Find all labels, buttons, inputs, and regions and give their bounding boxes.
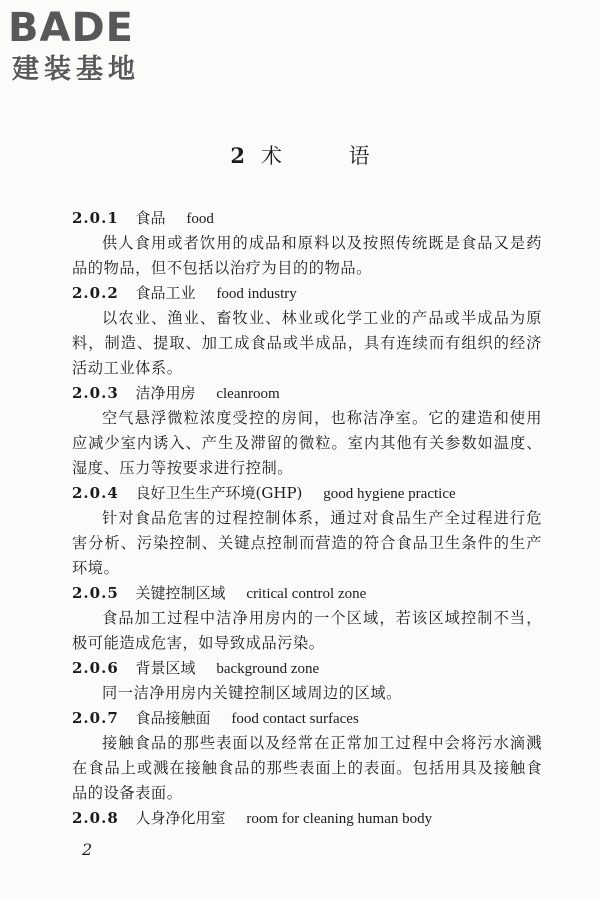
term-number: 2.0.6 [72, 659, 119, 677]
term-entry-2-0-4 [72, 481, 542, 581]
term-definition: 供人食用或者饮用的成品和原料以及按照传统既是食品又是药品的物品，但不包括以治疗为目的的物品。 [72, 234, 542, 277]
term-entry-2-0-1 [72, 206, 542, 281]
term-name-en: food contact surfaces [231, 711, 359, 727]
term-entry-2-0-5 [72, 581, 542, 656]
term-number: 2.0.2 [72, 284, 119, 302]
chapter-number: 2 [230, 143, 247, 168]
chapter-name: 术 语 [260, 144, 400, 168]
term-number: 2.0.5 [72, 584, 119, 602]
term-definition: 食品加工过程中洁净用房内的一个区域，若该区域控制不当，极可能造成危害，如导致成品污染。 [72, 609, 542, 652]
term-heading [72, 206, 542, 231]
term-definition: 针对食品危害的过程控制体系，通过对食品生产全过程进行危害分析、污染控制、关键点控制而营造的符合食品卫生条件的生产环境。 [72, 509, 542, 577]
term-heading [72, 656, 542, 681]
term-number: 2.0.7 [72, 709, 119, 727]
term-name-cn: 人身净化用室 [135, 809, 226, 827]
term-number: 2.0.1 [72, 209, 119, 227]
term-definition: 接触食品的那些表面以及经常在正常加工过程中会将污水滴溅在食品上或溅在接触食品的那些表面上的表面。包括用具及接触食品的设备表面。 [72, 734, 542, 802]
logo-text-en: BADE [8, 5, 134, 51]
term-number: 2.0.4 [72, 484, 119, 502]
chapter-title [0, 141, 600, 171]
logo-text-cn: 建装基地 [12, 54, 140, 85]
term-name-en: critical control zone [246, 586, 367, 602]
term-entry-2-0-2 [72, 281, 542, 381]
term-number: 2.0.8 [72, 809, 119, 827]
term-entry-2-0-8 [72, 806, 542, 831]
terms-list [72, 206, 542, 831]
term-heading [72, 281, 542, 306]
term-name-cn: 洁净用房 [135, 384, 196, 402]
term-name-en: food [186, 211, 214, 227]
term-name-cn: 关键控制区域 [135, 584, 226, 602]
term-entry-2-0-6 [72, 656, 542, 706]
term-name-cn: 背景区域 [135, 659, 196, 677]
term-entry-2-0-7 [72, 706, 542, 806]
term-heading [72, 806, 542, 831]
term-name-cn: 食品接触面 [135, 709, 211, 727]
term-name-en: room for cleaning human body [246, 811, 433, 827]
term-heading [72, 706, 542, 731]
page-number: 2 [82, 840, 93, 859]
term-name-en: background zone [216, 661, 320, 677]
term-name-cn: 良好卫生生产环境(GHP) [135, 484, 303, 502]
logo [8, 6, 178, 88]
term-definition: 同一洁净用房内关键控制区域周边的区域。 [102, 684, 402, 702]
term-name-en: food industry [216, 286, 297, 302]
term-number: 2.0.3 [72, 384, 119, 402]
term-heading [72, 381, 542, 406]
term-entry-2-0-3 [72, 381, 542, 481]
term-name-en: cleanroom [216, 386, 280, 402]
term-heading [72, 581, 542, 606]
term-definition: 空气悬浮微粒浓度受控的房间，也称洁净室。它的建造和使用应减少室内诱入、产生及滞留的微粒。室内其他有关参数如温度、湿度、压力等按要求进行控制。 [72, 409, 542, 477]
term-name-cn: 食品 [135, 209, 166, 227]
term-name-en: good hygiene practice [323, 486, 456, 502]
term-definition: 以农业、渔业、畜牧业、林业或化学工业的产品或半成品为原料，制造、提取、加工成食品或半成品，具有连续而有组织的经济活动工业体系。 [72, 309, 542, 377]
term-name-cn: 食品工业 [135, 284, 196, 302]
term-heading [72, 481, 542, 506]
